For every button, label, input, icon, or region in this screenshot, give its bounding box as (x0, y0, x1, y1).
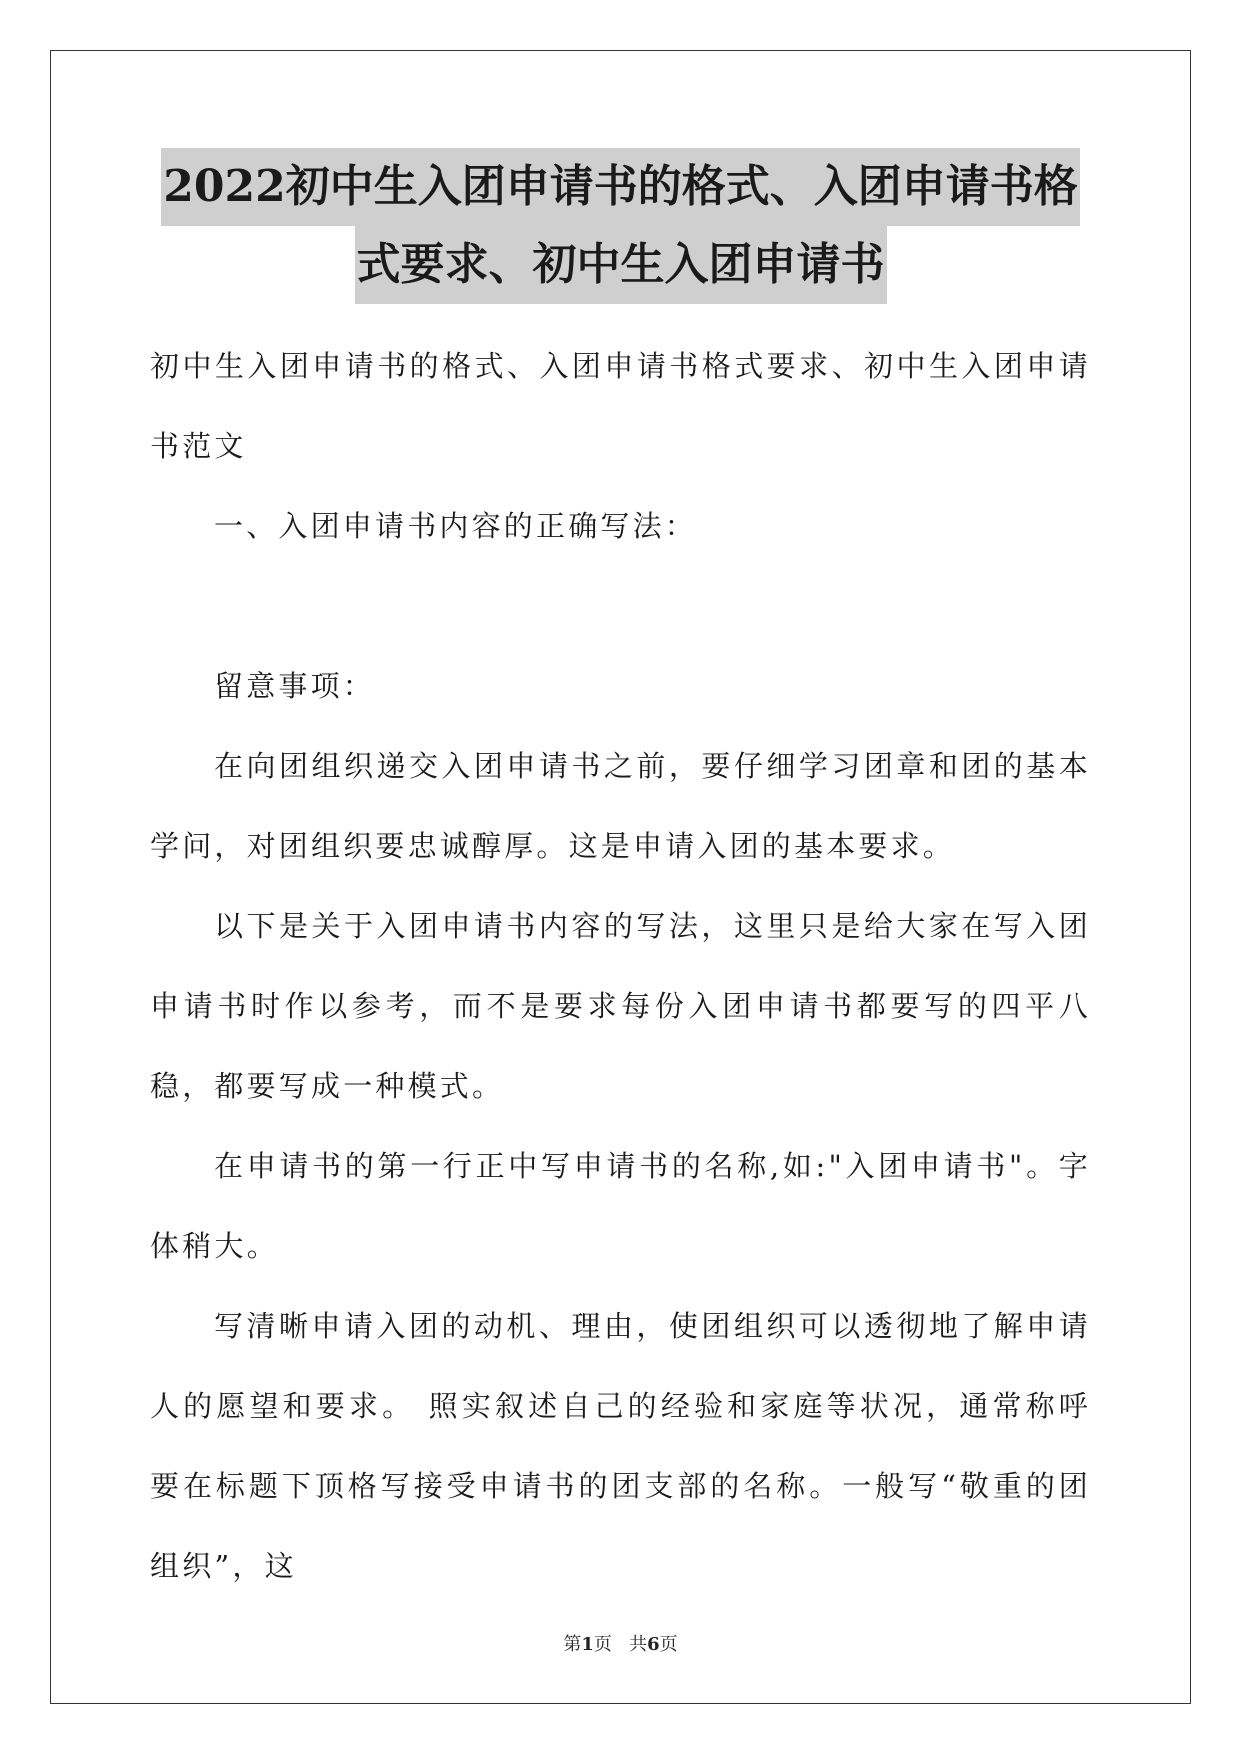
page-prefix: 第 (563, 1634, 582, 1655)
total-pages: 6 (647, 1634, 660, 1655)
total-prefix: 共 (629, 1634, 648, 1655)
title-line-2: 式要求、初中生入团申请书 (355, 226, 887, 304)
title-line-1: 2022初中生入团申请书的格式、入团申请书格 (161, 148, 1079, 226)
paragraph-body: 在向团组织递交入团申请书之前，要仔细学习团章和团的基本学问，对团组织要忠诚醇厚。这是申请入团的基本要求。 (150, 749, 1091, 863)
paragraph-body: 在申请书的第一行正中写申请书的名称,如:"入团申请书"。字体稍大。 (150, 1149, 1091, 1263)
paragraph-section-heading: 一、入团申请书内容的正确写法： (214, 509, 698, 543)
document-title (150, 148, 1091, 304)
page-footer (0, 1630, 1241, 1656)
paragraph-notes-heading: 留意事项： (214, 669, 376, 703)
paragraph-body: 写清晰申请入团的动机、理由，使团组织可以透彻地了解申请人的愿望和要求。 照实叙述自己的经验和家庭等状况，通常称呼要在标题下顶格写接受申请书的团支部的名称。一般写“敬重的团组织”，这 (150, 1309, 1091, 1583)
paragraph-intro: 初中生入团申请书的格式、入团申请书格式要求、初中生入团申请书范文 (150, 349, 1091, 463)
paragraph-body: 以下是关于入团申请书内容的写法，这里只是给大家在写入团申请书时作以参考，而不是要求每份入团申请书都要写的四平八稳，都要写成一种模式。 (150, 909, 1091, 1103)
page-suffix: 页 (593, 1634, 612, 1655)
total-suffix: 页 (659, 1634, 678, 1655)
page-number: 1 (581, 1634, 594, 1655)
blank-line (150, 566, 1091, 646)
document-body (150, 326, 1091, 1606)
